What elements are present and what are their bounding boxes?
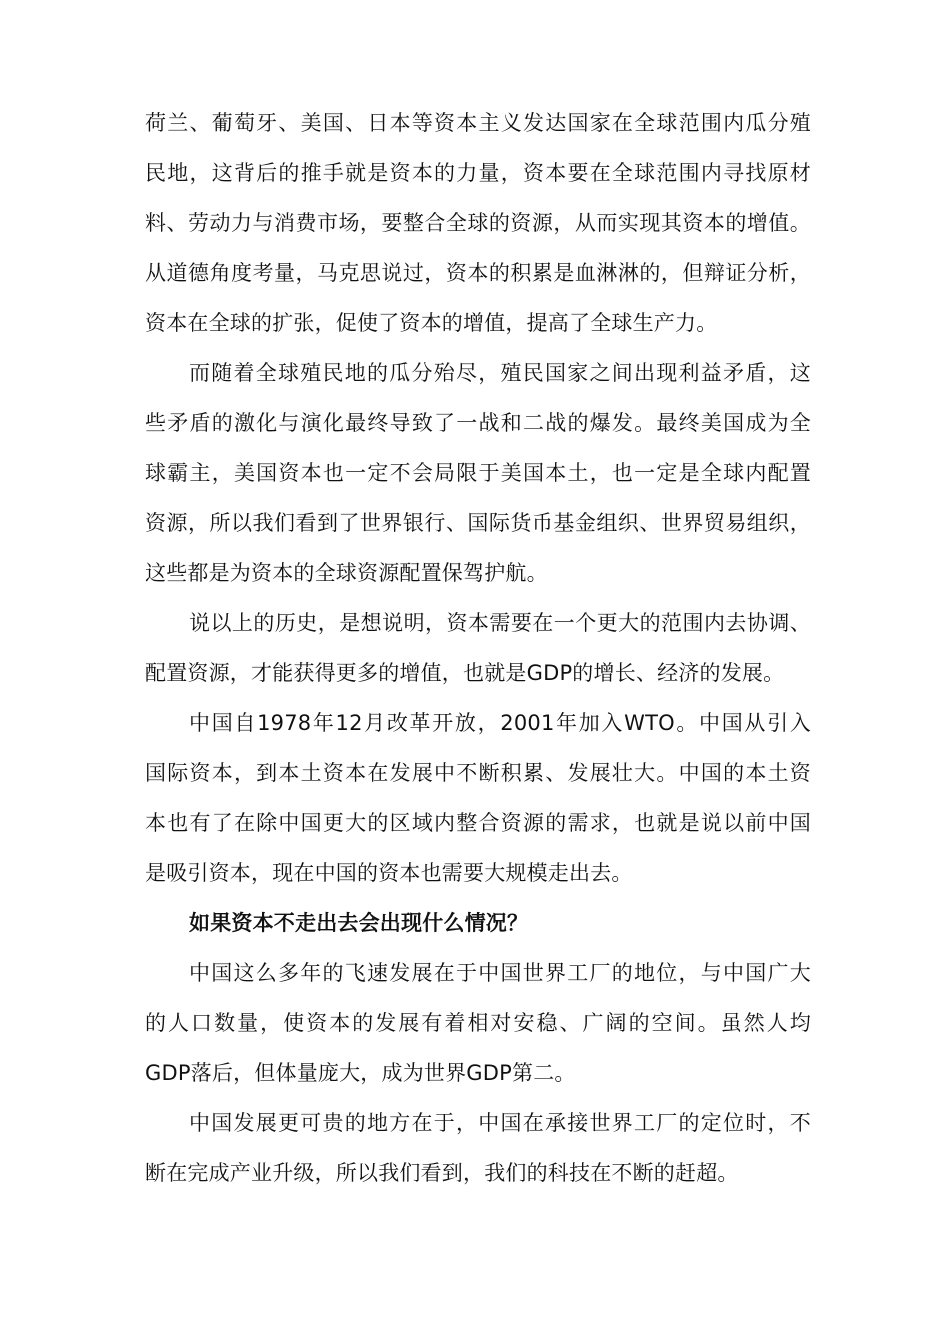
paragraph: [145, 1098, 811, 1198]
text-line: 断在完成产业升级，所以我们看到，我们的科技在不断的赶超。: [145, 1161, 739, 1185]
paragraph: [145, 98, 811, 348]
heading-text: 如果资本不走出去会出现什么情况？: [189, 911, 529, 935]
paragraph: [145, 698, 811, 898]
text-line: 中国自1978年12月改革开放，2001年加入WTO。中国从引入: [189, 711, 811, 735]
text-line: 本也有了在除中国更大的区域内整合资源的需求，也就是说以前中国: [145, 811, 811, 835]
paragraph: [145, 348, 811, 598]
text-line: 配置资源，才能获得更多的增值，也就是GDP的增长、经济的发展。: [145, 661, 785, 685]
document-body: [145, 98, 811, 1198]
text-line: 荷兰、葡萄牙、美国、日本等资本主义发达国家在全球范围内瓜分殖: [145, 111, 811, 135]
text-line: 料、劳动力与消费市场，要整合全球的资源，从而实现其资本的增值。: [145, 211, 811, 235]
text-line: 资本在全球的扩张，促使了资本的增值，提高了全球生产力。: [145, 311, 718, 335]
section-heading: [145, 898, 811, 948]
text-line: 中国发展更可贵的地方在于，中国在承接世界工厂的定位时，不: [189, 1111, 811, 1135]
text-line: 球霸主，美国资本也一定不会局限于美国本土，也一定是全球内配置: [145, 461, 811, 485]
text-line: 说以上的历史，是想说明，资本需要在一个更大的范围内去协调、: [189, 611, 811, 635]
paragraph: [145, 598, 811, 698]
text-line: 中国这么多年的飞速发展在于中国世界工厂的地位，与中国广大: [189, 961, 811, 985]
text-line: 资源，所以我们看到了世界银行、国际货币基金组织、世界贸易组织，: [145, 511, 811, 535]
paragraph: [145, 948, 811, 1098]
text-line: 些矛盾的激化与演化最终导致了一战和二战的爆发。最终美国成为全: [145, 411, 811, 435]
text-line: 这些都是为资本的全球资源配置保驾护航。: [145, 561, 548, 585]
text-line: 是吸引资本，现在中国的资本也需要大规模走出去。: [145, 861, 633, 885]
text-line: 从道德角度考量，马克思说过，资本的积累是血淋淋的，但辩证分析，: [145, 261, 811, 285]
text-line: 民地，这背后的推手就是资本的力量，资本要在全球范围内寻找原材: [145, 161, 811, 185]
text-line: GDP落后，但体量庞大，成为世界GDP第二。: [145, 1061, 576, 1085]
text-line: 的人口数量，使资本的发展有着相对安稳、广阔的空间。虽然人均: [145, 1011, 811, 1035]
text-line: 国际资本，到本土资本在发展中不断积累、发展壮大。中国的本土资: [145, 761, 811, 785]
text-line: 而随着全球殖民地的瓜分殆尽，殖民国家之间出现利益矛盾，这: [189, 361, 811, 385]
